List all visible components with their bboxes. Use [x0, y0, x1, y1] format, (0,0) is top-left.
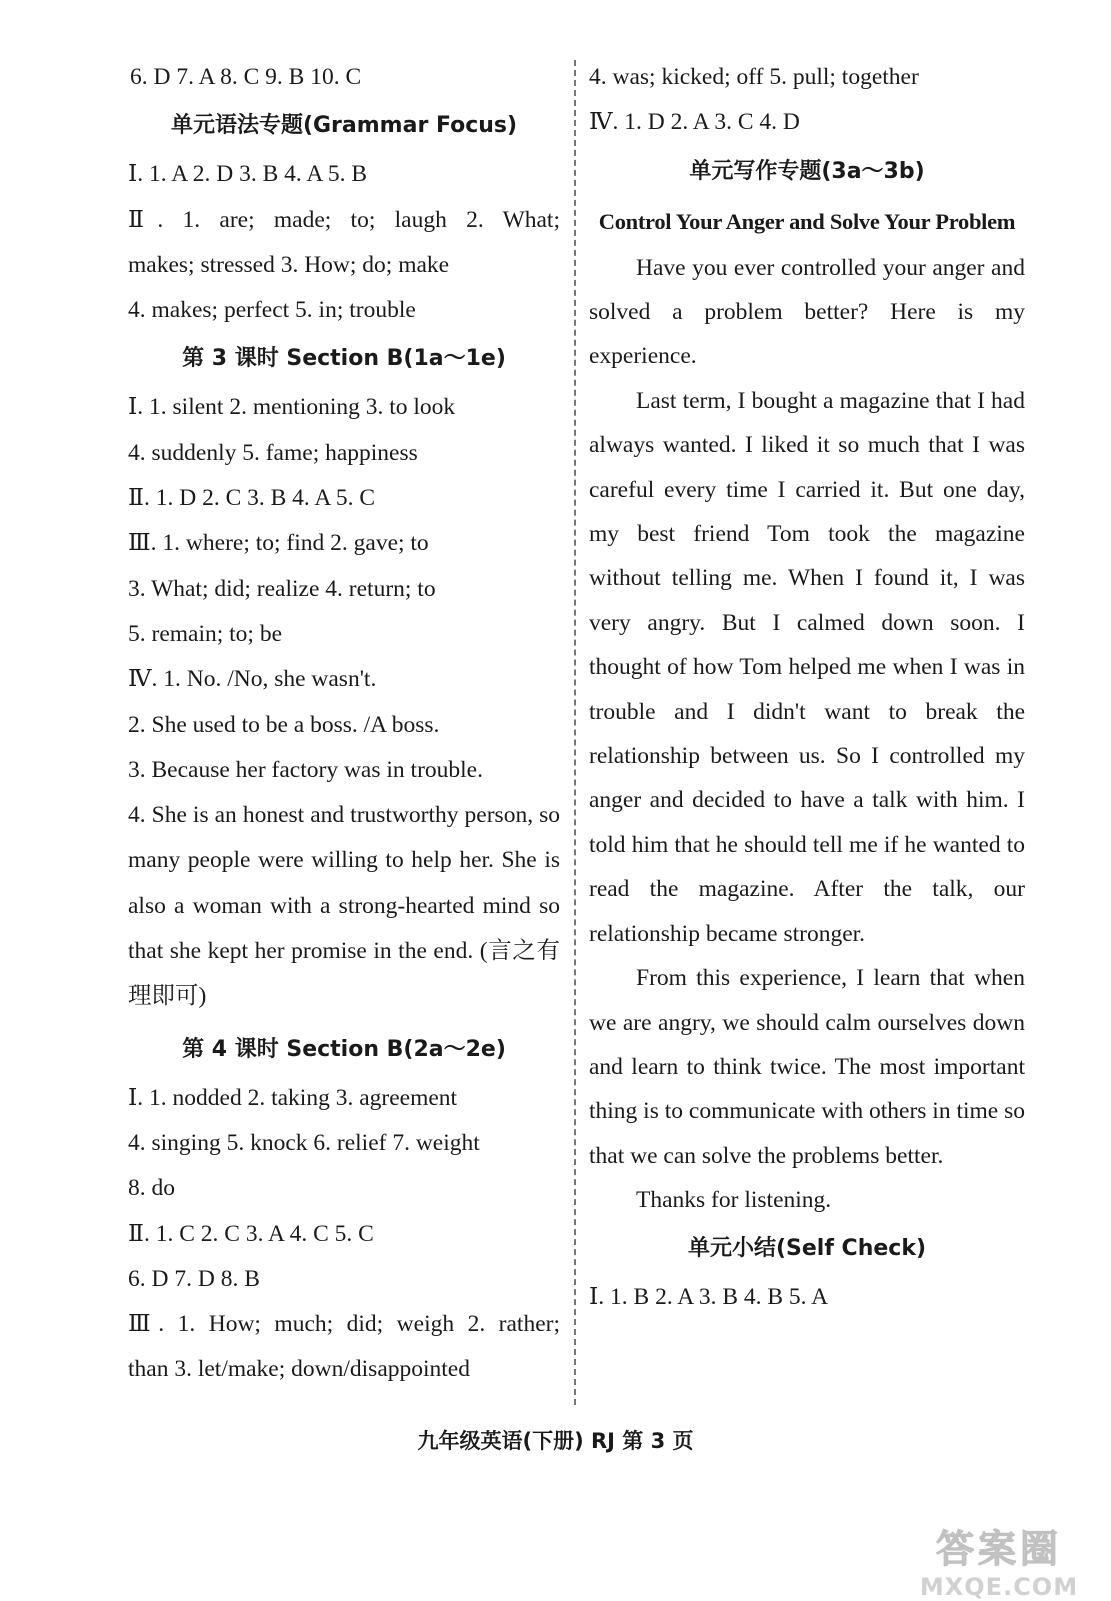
- answer-line: 5. remain; to; be: [128, 620, 283, 647]
- answer-line: Ⅰ. 1. nodded 2. taking 3. agreement: [128, 1084, 458, 1111]
- answer-line: 4. singing 5. knock 6. relief 7. weight: [128, 1129, 480, 1156]
- section-heading-lesson-3: 第 3 课时 Section B(1a～1e): [182, 346, 506, 372]
- watermark-logo-text: 答案圈: [935, 1527, 1062, 1571]
- left-column: [128, 55, 560, 1393]
- answer-line: 4. suddenly 5. fame; happiness: [128, 439, 418, 466]
- answer-line: Ⅱ. 1. D 2. C 3. B 4. A 5. C: [128, 485, 376, 512]
- section-heading-lesson-4: 第 4 课时 Section B(2a～2e): [182, 1036, 506, 1062]
- column-divider: [574, 60, 576, 1405]
- section-heading-grammar-focus: 单元语法专题(Grammar Focus): [170, 113, 518, 139]
- answer-line: Ⅲ. 1. where; to; find 2. gave; to: [128, 530, 429, 557]
- watermark-url: MXQE.COM: [919, 1573, 1079, 1601]
- essay-paragraph: From this experience, I learn that when we are angry, we should calm ourselves down and learn to think twice. The most important thing is to communicate with others in time so that we can solve the problems better.: [589, 965, 1026, 1169]
- essay-paragraph: Last term, I bought a magazine that I had always wanted. I liked it so much that I was careful every time I carried it. But one day, my best friend Tom took the magazine without telling me. When I found it, I was very angry. But I calmed down soon. I thought of how Tom helped me when I was in trouble and I didn't want to break the relationship between us. So I controlled my anger and decided to have a talk with him. I told him that he should tell me if he wanted to read the magazine. After the talk, our relationship became stronger.: [589, 387, 1025, 947]
- answer-line: Ⅱ. 1. are; made; to; laugh 2. What;: [128, 206, 560, 233]
- essay-title: Control Your Anger and Solve Your Problem: [598, 208, 1016, 234]
- answer-line: 6. D 7. A 8. C 9. B 10. C: [130, 64, 362, 90]
- answer-line: 8. do: [128, 1175, 175, 1202]
- answer-line: Ⅳ. 1. D 2. A 3. C 4. D: [589, 109, 800, 136]
- answer-line: Ⅰ. 1. silent 2. mentioning 3. to look: [128, 394, 456, 421]
- answer-line: makes; stressed 3. How; do; make: [128, 251, 450, 278]
- essay-paragraph: Have you ever controlled your anger and solved a problem better? Here is my experience.: [589, 254, 1025, 370]
- answer-line: 4. makes; perfect 5. in; trouble: [128, 297, 416, 324]
- answer-line: 3. What; did; realize 4. return; to: [128, 575, 436, 602]
- answer-line: 4. was; kicked; off 5. pull; together: [589, 64, 919, 90]
- answer-line: than 3. let/make; down/disappointed: [128, 1356, 470, 1383]
- answer-line: Ⅳ. 1. No. /No, she wasn't.: [128, 666, 377, 693]
- essay-paragraph: Thanks for listening.: [636, 1187, 832, 1214]
- section-heading-self-check: 单元小结(Self Check): [687, 1235, 927, 1261]
- right-column: [589, 55, 1025, 1320]
- answer-line: 2. She used to be a boss. /A boss.: [128, 711, 440, 738]
- answer-line: 3. Because her factory was in trouble.: [128, 756, 483, 783]
- watermark-logo: [909, 1518, 1089, 1601]
- answer-line: Ⅰ. 1. A 2. D 3. B 4. A 5. B: [128, 161, 368, 188]
- answer-line: Ⅲ. 1. How; much; did; weigh 2. rather;: [128, 1311, 560, 1338]
- section-heading-writing: 单元写作专题(3a～3b): [689, 158, 925, 184]
- answer-line: 6. D 7. D 8. B: [128, 1265, 260, 1292]
- answer-line: Ⅰ. 1. B 2. A 3. B 4. B 5. A: [589, 1283, 829, 1310]
- answer-paragraph: 4. She is an honest and trustworthy person, so many people were willing to help her. She is also a woman with a strong-hearted mind so that she kept her promise in the end. (言之有理即可): [128, 802, 560, 1010]
- answer-line: Ⅱ. 1. C 2. C 3. A 4. C 5. C: [128, 1220, 374, 1247]
- page-footer: 九年级英语(下册) RJ 第 3 页: [417, 1429, 694, 1453]
